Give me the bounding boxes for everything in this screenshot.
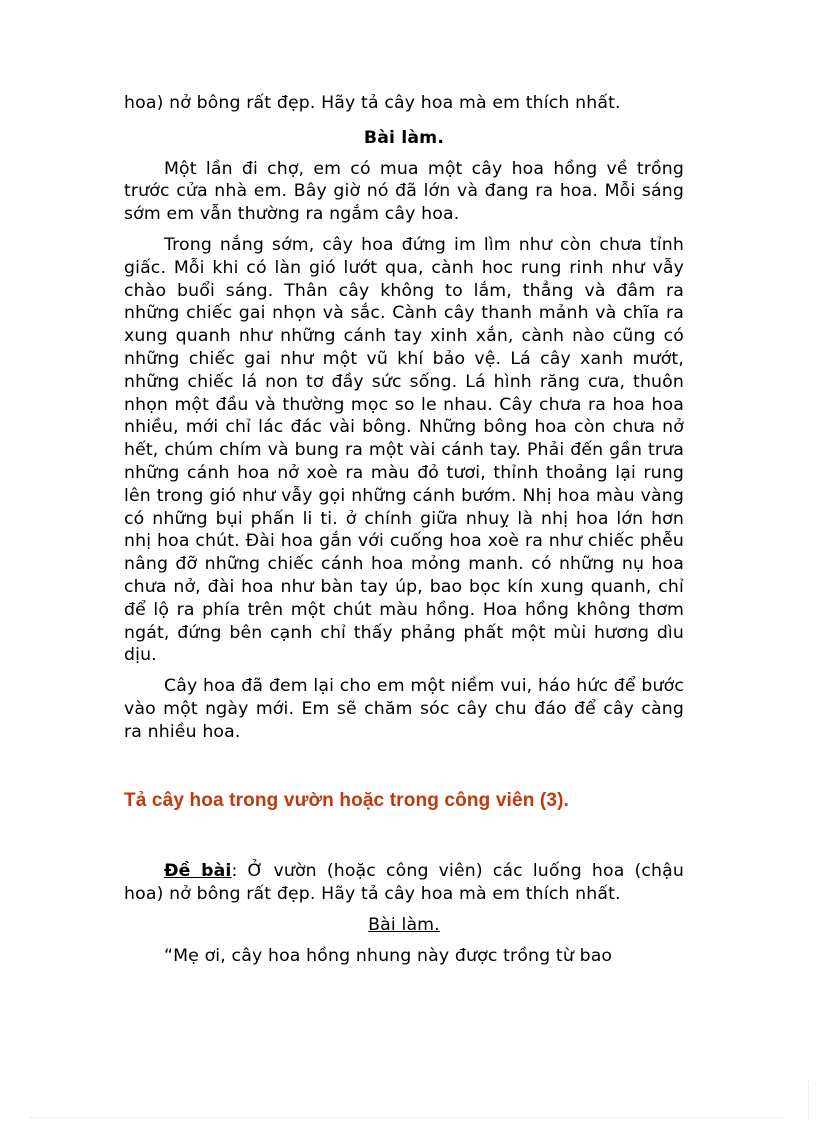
prompt-label: Đề bài [164, 861, 232, 882]
essay-paragraph-1: Một lần đi chợ, em có mua một cây hoa hồng về trồng trước cửa nhà em. Bây giờ nó đã lớn và đang ra hoa. Mỗi sáng sớm em vẫn thường ra ngắm cây hoa. [124, 158, 684, 225]
essay-heading-2 [124, 914, 684, 937]
prompt-paragraph [124, 860, 684, 906]
section-title: Tả cây hoa trong vườn hoặc trong công viên (3). [124, 789, 569, 811]
essay-paragraph-2: Trong nắng sớm, cây hoa đứng im lìm như còn chưa tỉnh giấc. Mỗi khi có làn gió lướt qua, cành hoc rung rinh như vẫy chào buổi sáng. Thân cây không to lắm, thẳng và đâm ra những chiếc gai nhọn và sắc. Cành cây thanh mảnh và chĩa ra xung quanh như những cánh tay xinh xắn, cành nào cũng có những chiếc gai như một vũ khí bảo vệ. Lá cây xanh mướt, những chiếc lá non tơ đầy sức sống. Lá hình răng cưa, thuôn nhọn một đầu và thường mọc so le nhau. Cây chưa ra hoa hoa nhiều, mới chỉ lác đác vài bông. Những bông hoa còn chưa nở hết, chúm chím và bung ra một vài cánh tay. Phải đến gần trưa những cánh hoa nở xoè ra màu đỏ tươi, thỉnh thoảng lại rung lên trong gió như vẫy gọi những cánh bướm. Nhị hoa màu vàng có những bụi phấn li ti. ở chính giữa nhuỵ là nhị hoa lớn hơn nhị hoa chút. Đài hoa gắn với cuống hoa xoè ra như chiếc phễu nâng đỡ những chiếc cánh hoa mỏng manh. có những nụ hoa chưa nở, đài hoa như bàn tay úp, bao bọc kín xung quanh, chỉ để lộ ra phía trên một chút màu hồng. Hoa hồng không thơm ngát, đứng bên cạnh chỉ thấy phảng phất một mùi hương dìu dịu. [124, 234, 684, 666]
page-bottom-border [30, 1117, 786, 1118]
page-right-border [808, 1080, 809, 1120]
essay-paragraph-3: Cây hoa đã đem lại cho em một niềm vui, háo hức để bước vào một ngày mới. Em sẽ chăm sóc cây chu đáo để cây càng ra nhiều hoa. [124, 676, 684, 742]
essay-heading: Bài làm. [363, 127, 445, 148]
paragraph-prompt-continuation: hoa) nở bông rất đẹp. Hãy tả cây hoa mà em thích nhất. [124, 93, 621, 113]
essay-paragraph-4: “Mẹ ơi, cây hoa hồng nhung này được trồng từ bao [164, 945, 613, 966]
document-page [124, 92, 684, 968]
prompt-text: : Ở vườn (hoặc công viên) các luống hoa (chậu hoa) nở bông rất đẹp. Hãy tả cây hoa mà em thích nhất. [124, 861, 684, 905]
essay-heading-2-text: Bài làm. [368, 914, 440, 935]
